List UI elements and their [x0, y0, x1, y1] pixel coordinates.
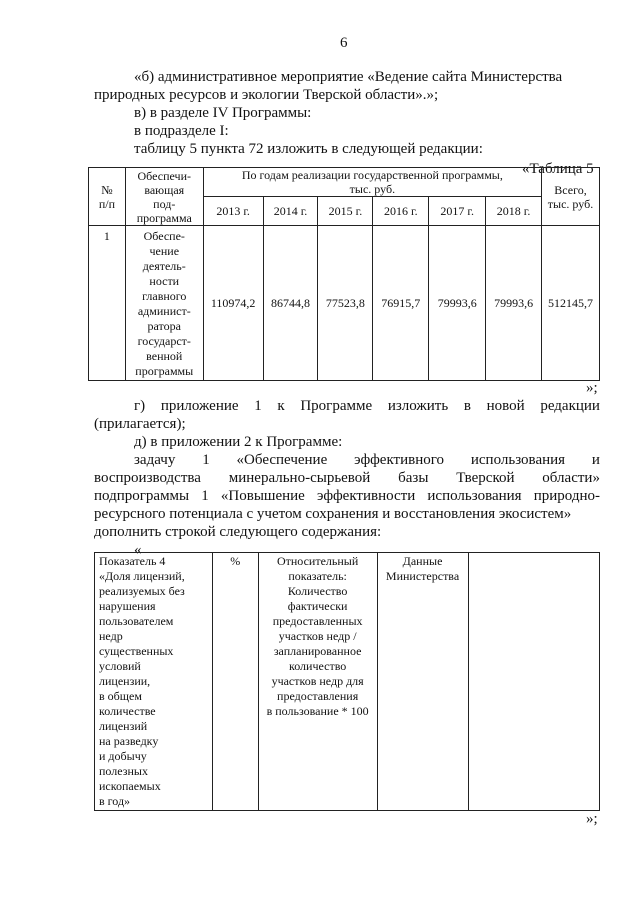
row-num: 1	[89, 226, 126, 381]
page-number: 6	[340, 35, 348, 51]
para-g-line1: г) приложение 1 к Программе изложить в новой редакции	[134, 398, 600, 414]
header-year: 2018 г.	[486, 197, 542, 226]
para-d: д) в приложении 2 к Программе:	[134, 434, 343, 450]
empty-cell	[468, 553, 600, 811]
header-year: 2016 г.	[373, 197, 429, 226]
indicator-name-cell: Показатель 4 «Доля лицензий, реализуемых без нарушения пользователем недр существенных условий лицензии, в общем количестве лицензий на разведку и добычу полезных ископаемых в год»	[95, 553, 213, 811]
table-intro-line: таблицу 5 пункта 72 изложить в следующей редакции:	[134, 141, 483, 157]
row-value: 110974,2	[203, 226, 263, 381]
unit-cell: %	[212, 553, 258, 811]
source-cell: Данные Министерства	[377, 553, 468, 811]
row-value: 86744,8	[263, 226, 318, 381]
task-line4: ресурсного потенциала с учетом сохранения и восстановления экосистем»	[94, 506, 572, 522]
para-g-line2: (прилагается);	[94, 416, 186, 432]
table-row	[89, 226, 600, 381]
row-subprogram: Обеспе- чение деятель- ности главного админист- ратора государст- венной программы	[125, 226, 203, 381]
row-value: 79993,6	[486, 226, 542, 381]
task-line2: воспроизводства минерально-сырьевой базы Тверской области»	[94, 470, 600, 486]
table5-close-quote: »;	[586, 380, 598, 396]
table-5	[88, 167, 600, 381]
description-cell: Относительный показатель: Количество фактически предоставленных участков недр / запланированное количество участков недр для предоставления в пользование * 100	[258, 553, 377, 811]
row-total: 512145,7	[542, 226, 600, 381]
task-line5: дополнить строкой следующего содержания:	[94, 524, 382, 540]
open-quote: «	[134, 542, 142, 558]
row-value: 79993,6	[429, 226, 486, 381]
header-num: № п/п	[89, 168, 126, 226]
indicator-table	[94, 552, 600, 811]
header-years-group: По годам реализации государственной программы, тыс. руб.	[203, 168, 541, 197]
para-b-line2: природных ресурсов и экологии Тверской области».»;	[94, 87, 439, 103]
header-year: 2013 г.	[203, 197, 263, 226]
subsection-line: в подразделе I:	[134, 123, 229, 139]
header-subprogram: Обеспечи- вающая под- программа	[125, 168, 203, 226]
table-row	[95, 553, 600, 811]
header-total: Всего, тыс. руб.	[542, 168, 600, 226]
table-caption: «Таблица 5	[522, 161, 594, 177]
para-b-line1: «б) административное мероприятие «Ведение сайта Министерства	[134, 69, 563, 85]
row-value: 77523,8	[318, 226, 373, 381]
header-year: 2014 г.	[263, 197, 318, 226]
header-year: 2015 г.	[318, 197, 373, 226]
para-v: в) в разделе IV Программы:	[134, 105, 312, 121]
table2-close-quote: »;	[586, 811, 598, 827]
row-value: 76915,7	[373, 226, 429, 381]
header-year: 2017 г.	[429, 197, 486, 226]
task-line3: подпрограммы 1 «Повышение эффективности использования природно-	[94, 488, 600, 504]
task-line1: задачу 1 «Обеспечение эффективного использования и	[134, 452, 600, 468]
